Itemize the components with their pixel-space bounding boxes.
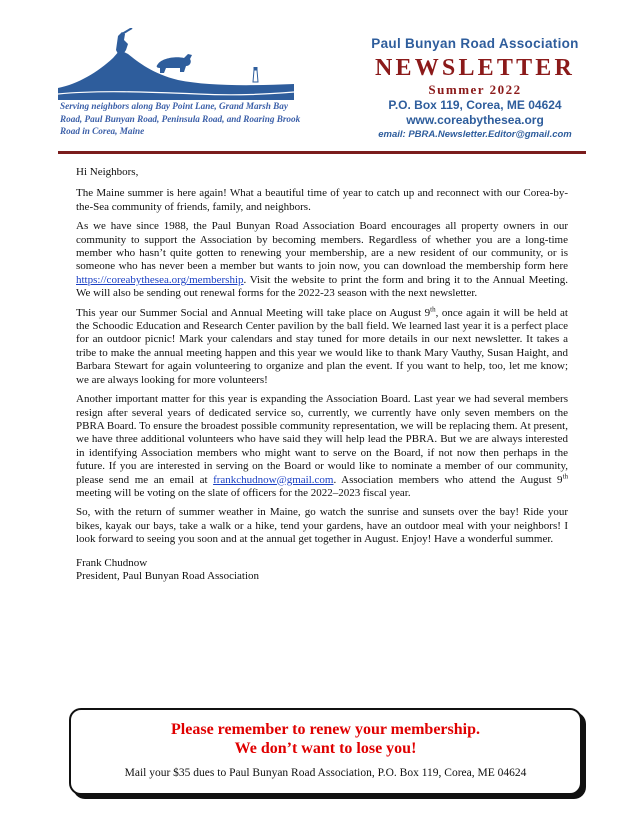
greeting: Hi Neighbors,	[76, 166, 139, 178]
signer-title: President, Paul Bunyan Road Association	[76, 569, 260, 582]
callout-headline: Please remember to renew your membership.	[171, 721, 480, 738]
org-name: Paul Bunyan Road Association	[371, 36, 579, 51]
header-divider	[58, 151, 586, 154]
website-link[interactable]: www.coreabythesea.org	[406, 113, 544, 127]
membership-link[interactable]: https://coreabythesea.org/membership	[76, 273, 244, 286]
editor-email[interactable]: email: PBRA.Newsletter.Editor@gmail.com	[378, 129, 572, 140]
renewal-callout	[69, 708, 582, 795]
paragraph-3: This year our Summer Social and Annual Meeting will take place on August 9th, once again it will be held at the Schoodic Education and Research Center pavilion by the ball field. We learned last year it is a perfect place for an outdoor picnic! Mark your calendars and stay tuned for more details in our next newsletter. It takes a tribe to make the annual meeting happen and this year we would like to thank Mary Vauthy, Susan Haight, and Barbara Stewart for again volunteering to organize and plan the event. If you want to help, too, let me know; we are always looking for more volunteers!	[76, 305, 568, 386]
signature-block	[76, 557, 568, 584]
paragraph-1: The Maine summer is here again! What a beautiful time of year to catch up and reconnect with our Corea-by-the-Sea community of friends, family, and neighbors.	[76, 187, 568, 213]
masthead	[330, 36, 620, 140]
paragraph-4: Another important matter for this year is expanding the Association Board. Last year we had several members resign after several years of dedicated service so, currently, we currently have only seven members on the PBRA Board. To ensure the broadest possible community representation, we will be replacing them. At present, we have three additional volunteers who have said they will help lead the PBRA. But we are always interested in identifying Association members who might want to serve on the Board, if not now then perhaps in the future. If you are interested in serving on the Board or would like to nominate a member of our community, please send me an email at frankchudnow@gmail.com. Association members who attend the August 9th meeting will be voting on the slate of officers for the 2022–2023 fiscal year.	[76, 393, 569, 499]
newsletter-title: NEWSLETTER	[374, 55, 576, 81]
letter-body	[76, 166, 568, 583]
lighthouse-icon	[253, 70, 258, 82]
ox-figure	[157, 54, 192, 73]
callout-instructions: Mail your $35 dues to Paul Bunyan Road Association, P.O. Box 119, Corea, ME 04624	[124, 767, 527, 779]
president-email-link[interactable]: frankchudnow@gmail.com	[213, 473, 334, 486]
callout-subhead: We don’t want to lose you!	[234, 740, 417, 757]
mailing-address: P.O. Box 119, Corea, ME 04624	[388, 98, 562, 112]
paragraph-5: So, with the return of summer weather in Maine, go watch the sunrise and sunsets over the bay! Ride your bikes, kayak our bays, take a walk or a hike, tend your gardens, have an outdoor meal with your neighbors! I look forward to seeing you soon and at the annual get together in August. Enjoy! Have a wonderful summer.	[76, 506, 568, 546]
signer-name: Frank Chudnow	[76, 556, 148, 569]
tagline: Serving neighbors along Bay Point Lane, Grand Marsh Bay Road, Paul Bunyan Road, Peninsula Road, and Roaring Brook Road in Corea, Maine	[60, 101, 301, 137]
issue-label: Summer 2022	[428, 82, 522, 97]
paragraph-2: As we have since 1988, the Paul Bunyan Road Association Board encourages all property owners in our community to support the Association by becoming members. Regardless of whether you are a long-time member who hasn’t quite gotten to renewing your membership, are a new resident of our community, or is someone who has never been a member but wants to join now, you can download the membership form here https://coreabythesea.org/membership. Visit the website to print the form and bring it to the Annual Meeting. We will also be sending out renewal forms for the 2022-23 season with the next newsletter.	[76, 220, 568, 300]
lumberjack-figure	[116, 32, 128, 56]
association-logo	[58, 28, 294, 100]
